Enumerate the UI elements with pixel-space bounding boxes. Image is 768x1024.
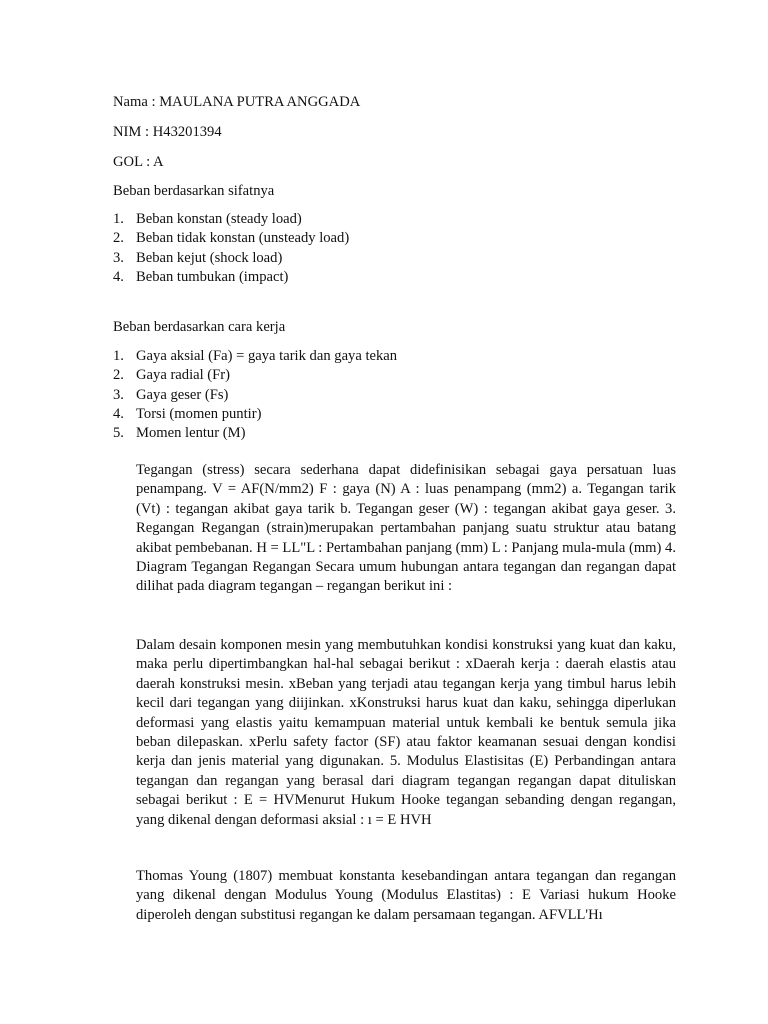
list-item: 4. Torsi (momen puntir) [113, 405, 262, 422]
paragraph-desain: Dalam desain komponen mesin yang membutuhkan kondisi konstruksi yang kuat dan kaku, maka perlu dipertimbangkan hal-hal sebagai berikut : xDaerah kerja : daerah elastis atau daerah konstruksi mesin. xBeban yang terjadi atau tegangan kerja yang timbul harus lebih kecil dari tegangan yang diijinkan. xKonstruksi harus kuat dan kaku, sehingga diperlukan deformasi yang elastis yaitu kemampuan material untuk kembali ke bentuk semula jika beban dilepaskan. xPerlu safety factor (SF) atau faktor keamanan sesuai dengan kondisi kerja dan jenis material yang digunakan. 5. Modulus Elastisitas (E) Perbandingan antara tegangan dan regangan yang berasal dari diagram tegangan regangan dapat dituliskan sebagai berikut : E = HVMenurut Hukum Hooke tegangan sebanding dengan regangan, yang dikenal dengan deformasi aksial : ı = E HVH [136, 637, 676, 828]
list-item: 2. Beban tidak konstan (unsteady load) [113, 230, 350, 247]
list-item: 5. Momen lentur (M) [113, 425, 246, 442]
list-item: 3. Beban kejut (shock load) [113, 249, 283, 266]
student-nim: NIM : H43201394 [113, 124, 222, 140]
paragraph-thomas-young: Thomas Young (1807) membuat konstanta kesebandingan antara tegangan dan regangan yang dikenal dengan Modulus Young (Modulus Elastitas) : E Variasi hukum Hooke diperoleh dengan substitusi regangan ke dalam persamaan tegangan. AFVLL'Hı [136, 868, 676, 923]
list-item: 4. Beban tumbukan (impact) [113, 268, 289, 285]
list-item: 1. Beban konstan (steady load) [113, 211, 302, 227]
list-item: 2. Gaya radial (Fr) [113, 367, 231, 384]
paragraph-tegangan: Tegangan (stress) secara sederhana dapat didefinisikan sebagai gaya persatuan luas penampang. V = AF(N/mm2) F : gaya (N) A : luas penampang (mm2) a. Tegangan tarik (Vt) : tegangan akibat gaya tarik b. Tegangan geser (W) : tegangan akibat gaya geser. 3. Regangan Regangan (strain)merupakan pertambahan panjang suatu struktur atau batang akibat pembebanan. H = LL"L : Pertambahan panjang (mm) L : Panjang mula-mula (mm) 4. Diagram Tegangan Regangan Secara umum hubungan antara tegangan dan regangan dapat dilihat pada diagram tegangan – regangan berikut ini : [136, 462, 676, 595]
section2-list [113, 347, 397, 443]
list-item: 3. Gaya geser (Fs) [113, 386, 229, 403]
section1-list [113, 210, 349, 287]
student-gol: GOL : A [113, 154, 164, 170]
list-item: 1. Gaya aksial (Fa) = gaya tarik dan gaya tekan [113, 348, 398, 364]
student-name: Nama : MAULANA PUTRA ANGGADA [113, 94, 361, 110]
section1-title: Beban berdasarkan sifatnya [113, 183, 275, 199]
section2-title: Beban berdasarkan cara kerja [113, 319, 286, 335]
